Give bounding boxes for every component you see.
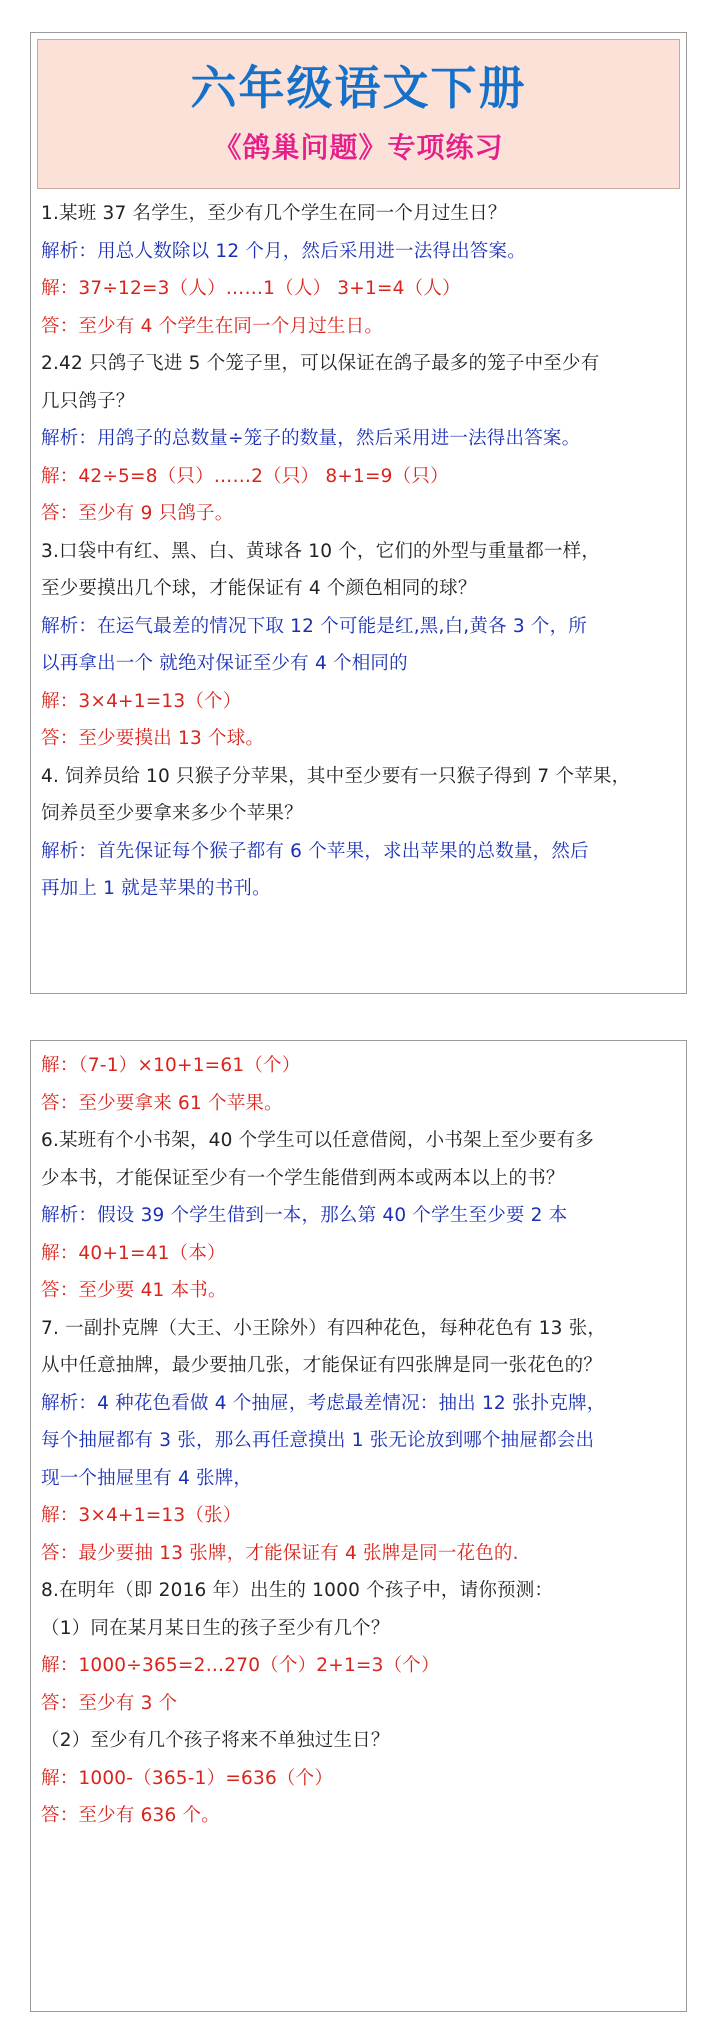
analysis-text: 再加上 1 就是苹果的书刊。 bbox=[41, 878, 271, 899]
question-text: 3.口袋中有红、黑、白、黄球各 10 个，它们的外型与重量都一样， bbox=[41, 540, 601, 562]
question-text: 从中任意抽牌，最少要抽几张，才能保证有四张牌是同一张花色的？ bbox=[41, 1355, 603, 1376]
analysis-text: 解析：假设 39 个学生借到一本，那么第 40 个学生至少要 2 本 bbox=[41, 1205, 568, 1226]
solution-text: 解：3×4+1=13（张） bbox=[41, 1505, 242, 1526]
answer-text: 答：至少要 41 本书。 bbox=[41, 1280, 227, 1301]
analysis-text: 以再拿出一个 就绝对保证至少有 4 个相同的 bbox=[41, 653, 408, 674]
analysis-text: 解析：首先保证每个猴子都有 6 个苹果，求出苹果的总数量，然后 bbox=[41, 840, 589, 862]
question-text: 几只鸽子？ bbox=[41, 390, 135, 412]
analysis-text: 解析：用总人数除以 12 个月，然后采用进一法得出答案。 bbox=[41, 240, 526, 262]
page-subtitle: 《鸽巢问题》专项练习 bbox=[213, 131, 504, 164]
solution-text: 解：40+1=41（本） bbox=[41, 1242, 226, 1264]
solution-text: 解：1000÷365=2…270（个）2+1=3（个） bbox=[41, 1655, 440, 1676]
question-text: 饲养员至少要拿来多少个苹果？ bbox=[41, 803, 303, 824]
answer-text: 答：至少有 9 只鸽子。 bbox=[41, 503, 234, 524]
question-text: 6.某班有个小书架，40 个学生可以任意借阅，小书架上至少要有多 bbox=[41, 1130, 594, 1151]
page-title: 六年级语文下册 bbox=[190, 61, 527, 115]
worksheet-page-2 bbox=[30, 1040, 687, 2012]
answer-text: 答：至少要拿来 61 个苹果。 bbox=[41, 1092, 283, 1114]
solution-text: 解：3×4+1=13（个） bbox=[41, 690, 242, 712]
analysis-text: 每个抽屉都有 3 张，那么再任意摸出 1 张无论放到哪个抽屉都会出 bbox=[41, 1430, 595, 1451]
worksheet-page-1 bbox=[30, 32, 687, 994]
answer-text: 答：至少有 636 个。 bbox=[41, 1805, 220, 1826]
problem-list-continued bbox=[31, 1047, 686, 1835]
analysis-text: 现一个抽屉里有 4 张牌， bbox=[41, 1467, 253, 1489]
answer-text: 答：至少有 4 个学生在同一个月过生日。 bbox=[41, 315, 384, 337]
question-text: 2.42 只鸽子飞进 5 个笼子里，可以保证在鸽子最多的笼子中至少有 bbox=[41, 353, 600, 374]
solution-text: 解：（7-1）×10+1=61（个） bbox=[41, 1055, 301, 1076]
analysis-text: 解析：4 种花色看做 4 个抽屉，考虑最差情况：抽出 12 张扑克牌， bbox=[41, 1392, 606, 1414]
analysis-text: 解析：在运气最差的情况下取 12 个可能是红,黑,白,黄各 3 个，所 bbox=[41, 615, 587, 637]
answer-text: 答：最少要抽 13 张牌，才能保证有 4 张牌是同一花色的. bbox=[41, 1542, 519, 1564]
question-text: 8.在明年（即 2016 年）出生的 1000 个孩子中，请你预测： bbox=[41, 1580, 554, 1601]
question-text: 至少要摸出几个球，才能保证有 4 个颜色相同的球？ bbox=[41, 578, 477, 599]
question-text: 1.某班 37 名学生，至少有几个学生在同一个月过生日？ bbox=[41, 203, 507, 224]
question-text: 少本书，才能保证至少有一个学生能借到两本或两本以上的书？ bbox=[41, 1167, 565, 1189]
analysis-text: 解析：用鸽子的总数量÷笼子的数量，然后采用进一法得出答案。 bbox=[41, 428, 581, 449]
answer-text: 答：至少要摸出 13 个球。 bbox=[41, 728, 265, 749]
question-text: （1）同在某月某日生的孩子至少有几个？ bbox=[41, 1617, 390, 1639]
title-banner bbox=[37, 39, 680, 189]
problem-list bbox=[31, 195, 686, 908]
question-text: 4. 饲养员给 10 只猴子分苹果，其中至少要有一只猴子得到 7 个苹果， bbox=[41, 765, 631, 787]
solution-text: 解：37÷12=3（人）……1（人） 3+1=4（人） bbox=[41, 278, 461, 299]
answer-text: 答：至少有 3 个 bbox=[41, 1692, 178, 1714]
solution-text: 解：1000-（365-1）=636（个） bbox=[41, 1767, 334, 1789]
question-text: （2）至少有几个孩子将来不单独过生日？ bbox=[41, 1730, 390, 1751]
solution-text: 解：42÷5=8（只）……2（只） 8+1=9（只） bbox=[41, 465, 449, 487]
question-text: 7. 一副扑克牌（大王、小王除外）有四种花色，每种花色有 13 张， bbox=[41, 1317, 607, 1339]
